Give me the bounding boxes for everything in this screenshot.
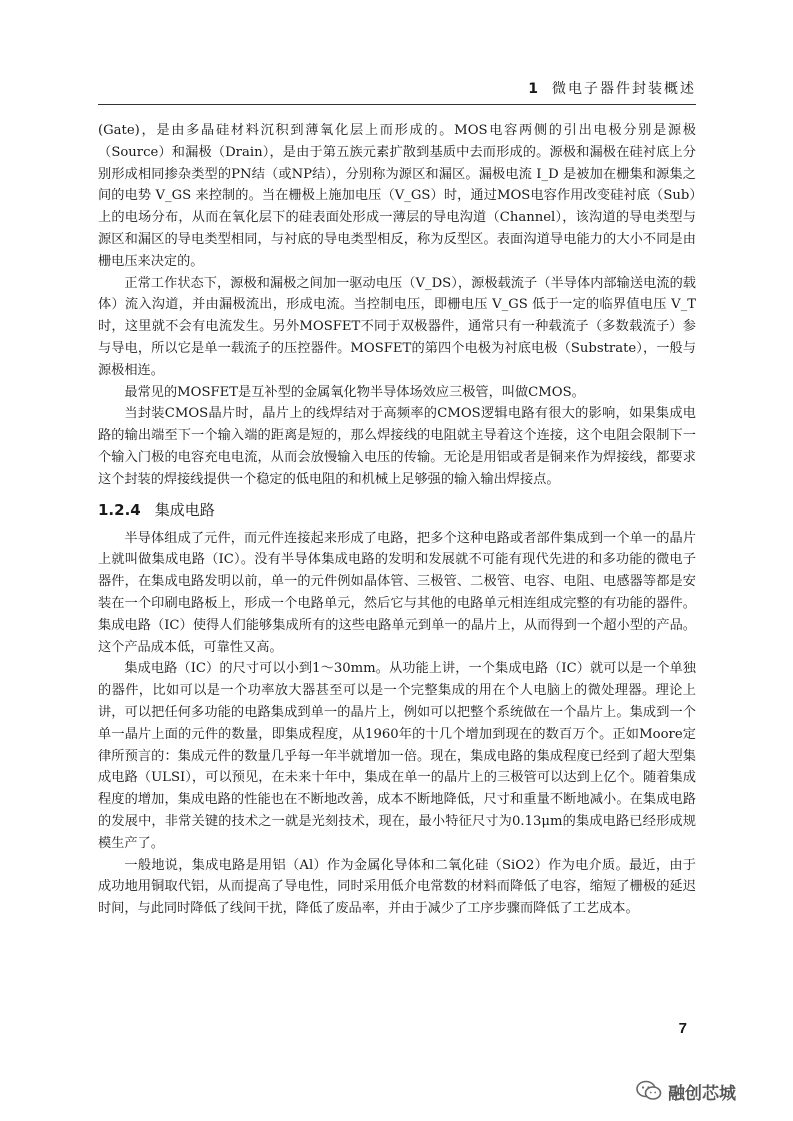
wechat-icon xyxy=(636,1080,662,1102)
paragraph: (Gate)，是由多晶硅材料沉积到薄氧化层上而形成的。MOS电容两侧的引出电极分别是源极（Source）和漏极（Drain），是由于第五族元素扩散到基质中去而形成的。源极和漏极在硅衬底上分别形成相同掺杂类型的PN结（或NP结），分别称为源区和漏区。漏极电流 I_D 是被加在栅集和源集之间的电势 V_GS 来控制的。当在栅极上施加电压（V_GS）时，通过MOS电容作用改变硅衬底（Sub）上的电场分布，从而在氧化层下的硅表面处形成一薄层的导电沟道（Channel），该沟道的导电类型与源区和漏区的导电类型相同，与衬底的导电类型相反，称为反型区。表面沟道导电能力的大小不同是由栅电压来决定的。 xyxy=(98,123,696,269)
watermark xyxy=(636,1078,736,1104)
paragraph: 一般地说，集成电路是用铝（Al）作为金属化导体和二氧化硅（SiO2）作为电介质。最近，由于成功地用铜取代铝，从而提高了导电性，同时采用低介电常数的材料而降低了电容，缩短了栅极的延迟时间，与此同时降低了线间干扰，降低了废品率，并由于减少了工序步骤而降低了工艺成本。 xyxy=(98,857,696,917)
paragraph: 半导体组成了元件，而元件连接起来形成了电路，把多个这种电路或者部件集成到一个单一的晶片上就叫做集成电路（IC）。没有半导体集成电路的发明和发展就不可能有现代先进的和多功能的微电子器件，在集成电路发明以前，单一的元件例如晶体管、三极管、二极管、电容、电阻、电感器等都是安装在一个印刷电路板上，形成一个电路单元，然后它与其他的电路单元相连组成完整的有功能的器件。集成电路（IC）使得人们能够集成所有的这些电路单元到单一的晶片上，从而得到一个超小型的产品。这个产品成本低，可靠性又高。 xyxy=(98,530,696,655)
chapter-number: 1 xyxy=(528,81,538,97)
paragraph: 正常工作状态下，源极和漏极之间加一驱动电压（V_DS），源极载流子（半导体内部输送电流的载体）流入沟道，并由漏极流出，形成电流。当控制电压，即栅电压 V_GS 低于一定的临界值电压 V_T 时，这里就不会有电流发生。另外MOSFET不同于双极器件，通常只有一种载流子（多数载流子）参与导电，所以它是单一载流子的压控器件。MOSFET的第四个电极为衬底电极（Substrate），一般与源极相连。 xyxy=(98,275,696,378)
paragraph: 集成电路（IC）的尺寸可以小到1～30mm。从功能上讲，一个集成电路（IC）就可以是一个单独的器件，比如可以是一个功率放大器甚至可以是一个完整集成的用在个人电脑上的微处理器。理论上讲，可以把任何多功能的电路集成到单一的晶片上，例如可以把整个系统做在一个晶片上。集成到一个单一晶片上面的元件的数量，即集成程度，从1960年的十几个增加到现在的数百万个。正如Moore定律所预言的：集成元件的数量几乎每一年半就增加一倍。现在，集成电路的集成程度已经到了超大型集成电路（ULSI），可以预见，在未来十年中，集成在单一的晶片上的三极管可以达到上亿个。随着集成程度的增加，集成电路的性能也在不断地改善，成本不断地降低，尺寸和重量不断地减小。在集成电路的发展中，非常关键的技术之一就是光刻技术，现在，最小特征尺寸为0.13μm的集成电路已经形成规模生产了。 xyxy=(98,661,696,851)
section-title: 集成电路 xyxy=(154,500,215,519)
chapter-title: 微电子器件封装概述 xyxy=(552,81,696,97)
header-rule xyxy=(98,104,696,105)
watermark-text: 融创芯城 xyxy=(668,1083,736,1104)
page-number: 7 xyxy=(678,1020,687,1037)
paragraph: 最常见的MOSFET是互补型的金属氧化物半导体场效应三极管，叫做CMOS。 xyxy=(124,384,585,400)
paragraph: 当封装CMOS晶片时，晶片上的线焊结对于高频率的CMOS逻辑电路有很大的影响，如果集成电路的输出端至下一个输入端的距离是短的，那么焊接线的电阻就主导着这个连接，这个电阻会限制下一个输入门极的电容充电电流，从而会放慢输入电压的传输。无论是用铝或者是铜来作为焊接线，都要求这个封装的焊接线提供一个稳定的低电阻的和机械上足够强的输入输出焊接点。 xyxy=(98,406,696,487)
section-number: 1.2.4 xyxy=(98,500,141,519)
body-text xyxy=(98,120,696,920)
running-header xyxy=(98,78,696,100)
section-heading xyxy=(98,498,696,522)
